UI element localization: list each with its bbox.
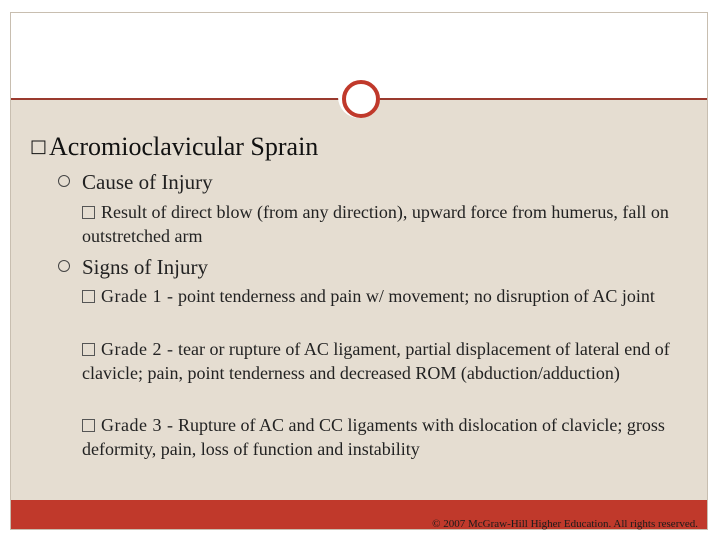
slide-title-text: Acromioclavicular Sprain [49, 132, 319, 161]
checkbox-icon [82, 343, 95, 356]
section-heading-signs [58, 255, 208, 280]
item-lead: Grade 2 - [101, 339, 174, 359]
checkbox-icon [82, 419, 95, 432]
section-heading-cause [58, 170, 213, 195]
checkbox-icon: □ [30, 136, 48, 157]
item-lead: Grade 1 - [101, 286, 174, 306]
checkbox-icon [82, 290, 95, 303]
item-text: tear or rupture of AC ligament, partial displacement of lateral end of clavicle; pain, point tenderness and decreased ROM (abduction/adduction) [82, 339, 670, 383]
list-item-grade-1 [82, 284, 682, 308]
section-heading-label: Cause of Injury [82, 170, 213, 194]
section-heading-label: Signs of Injury [82, 255, 208, 279]
item-text: Rupture of AC and CC ligaments with dislocation of clavicle; gross deformity, pain, loss of function and instability [82, 415, 665, 459]
item-lead: Grade 3 - [101, 415, 174, 435]
item-text: Result of direct blow (from any direction), upward force from humerus, fall on outstretched arm [82, 202, 669, 246]
slide-title [30, 132, 318, 162]
circle-bullet-icon [58, 260, 70, 272]
circle-ornament [342, 80, 380, 118]
list-item-grade-3 [82, 413, 682, 461]
copyright-footer: © 2007 McGraw-Hill Higher Education. All rights reserved. [432, 518, 698, 530]
circle-bullet-icon [58, 175, 70, 187]
list-item-grade-2 [82, 337, 682, 385]
item-text: point tenderness and pain w/ movement; no disruption of AC joint [173, 286, 655, 306]
checkbox-icon [82, 206, 95, 219]
list-item-cause-1 [82, 200, 682, 248]
